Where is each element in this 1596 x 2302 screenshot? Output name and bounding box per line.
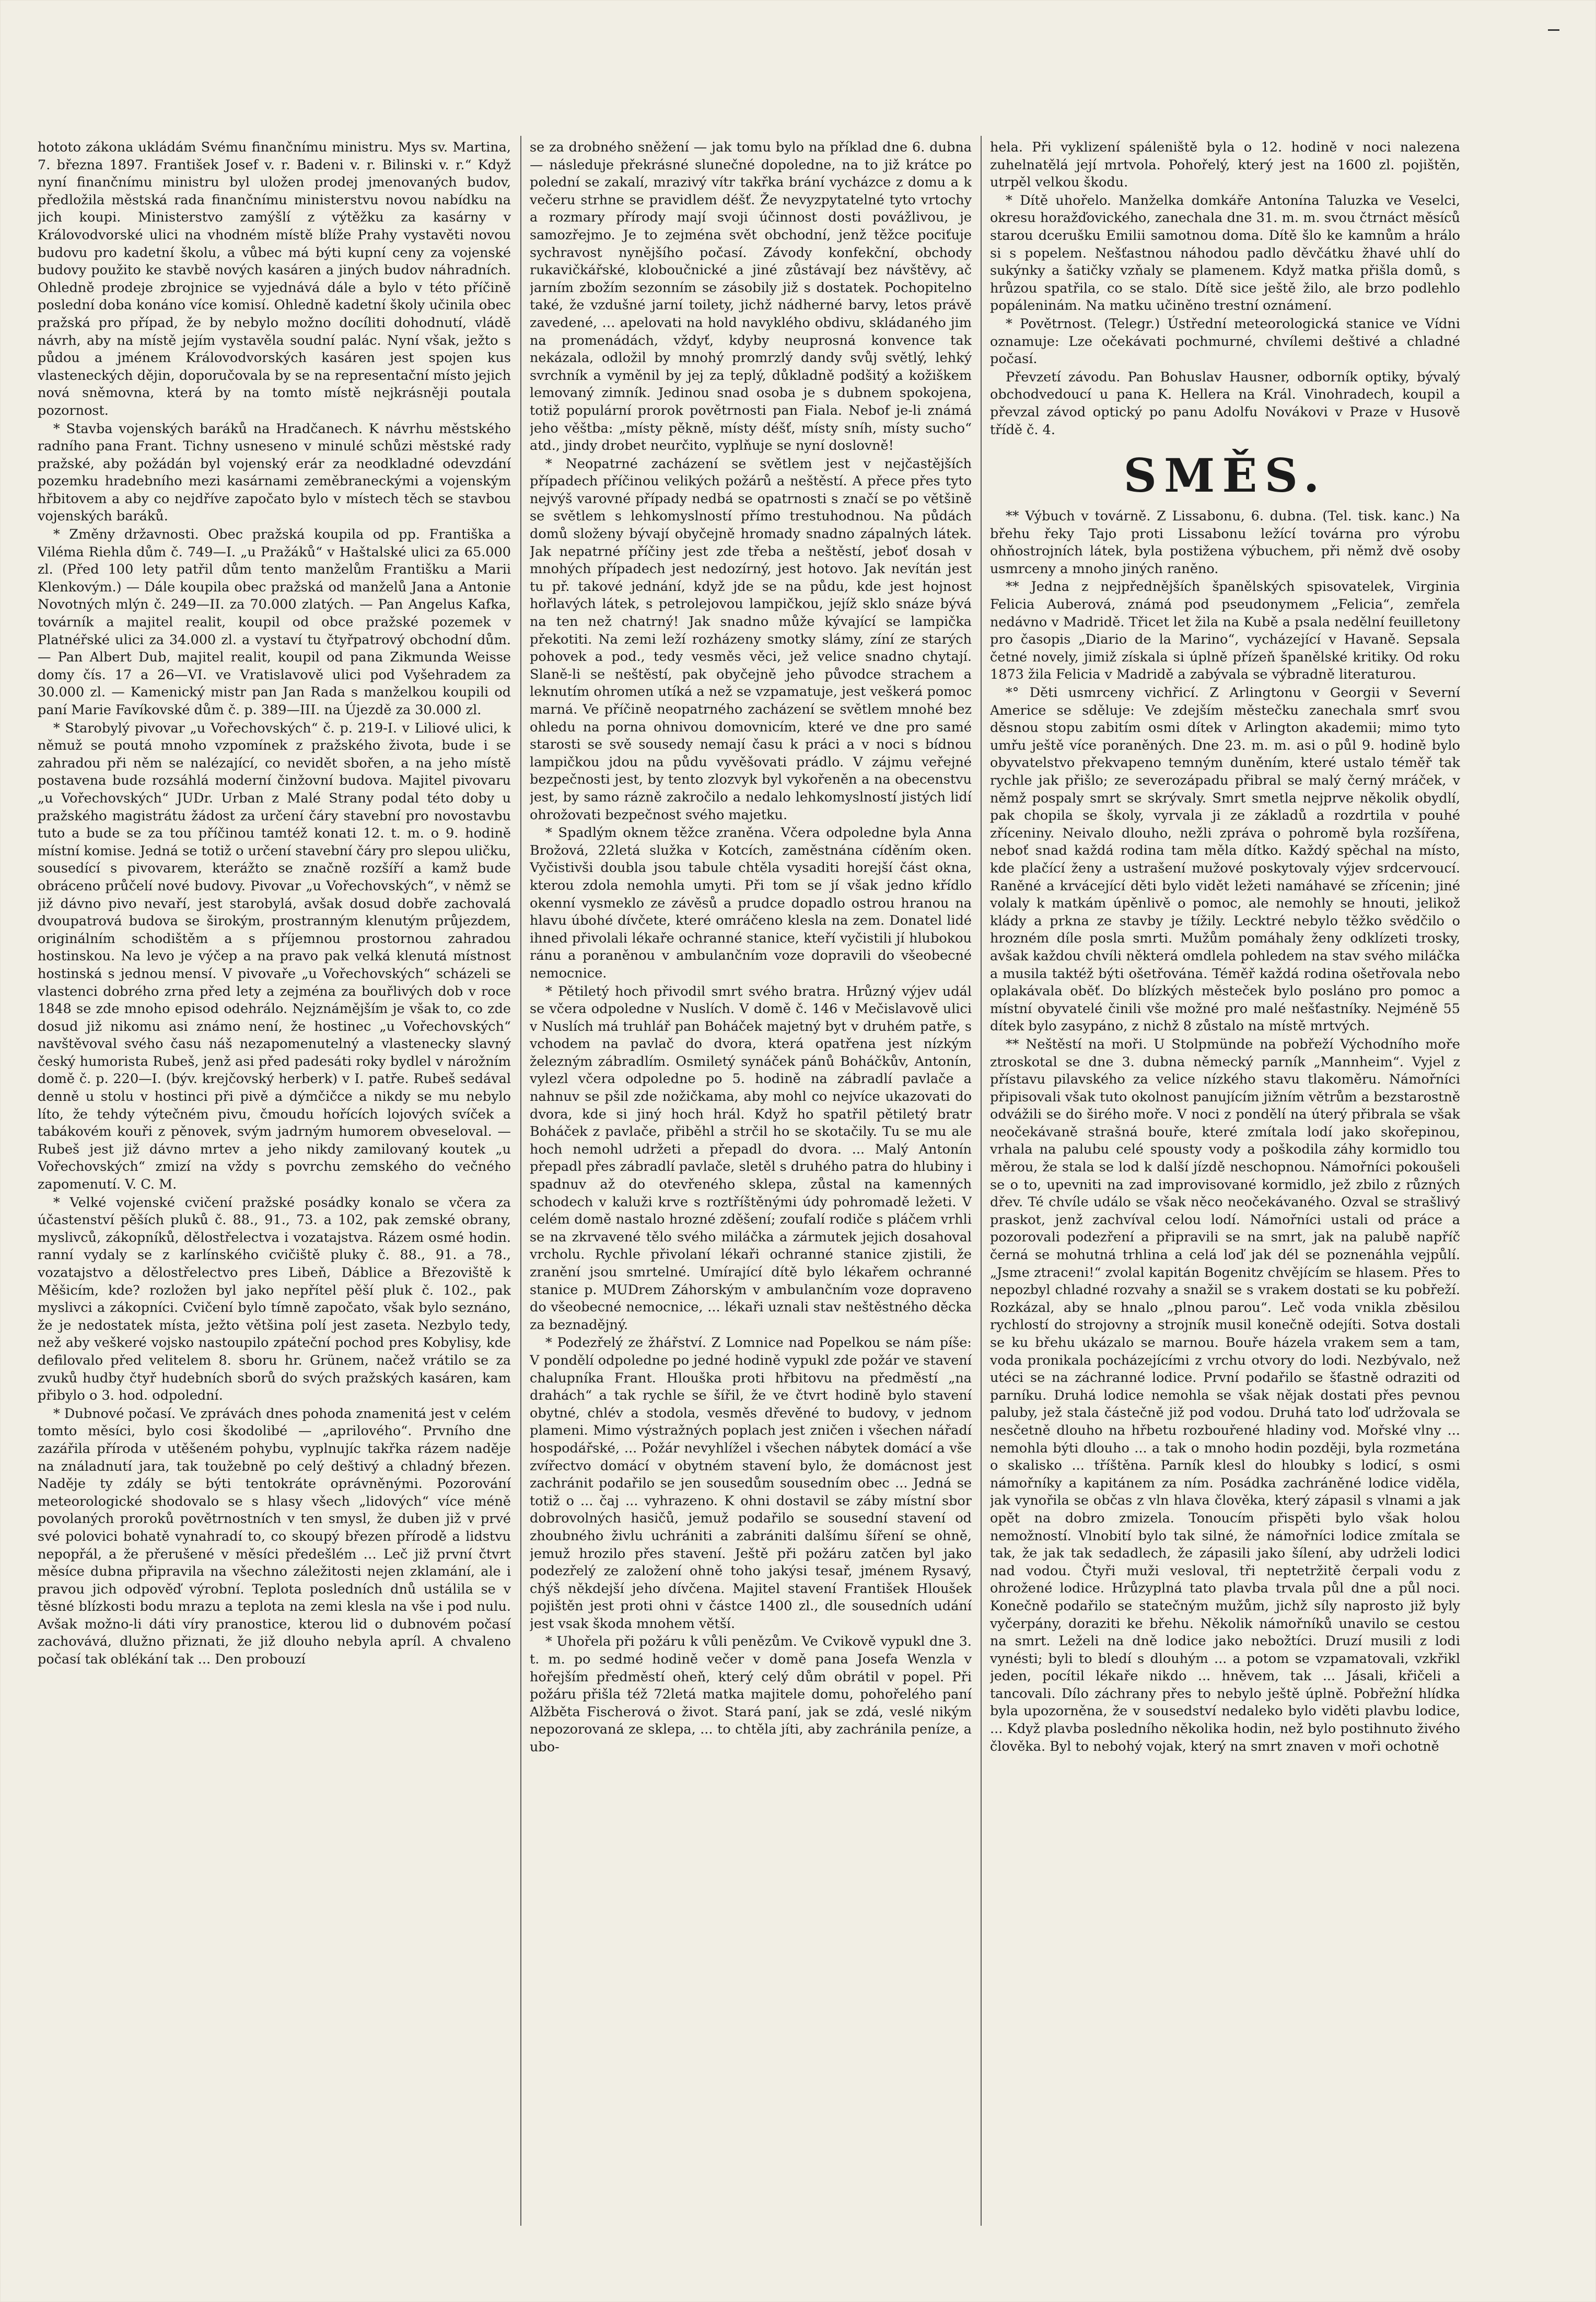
article-property-changes: * Změny državnosti. Obec pražská koupila od pp. Františka a Viléma Riehla dům č. 749—I. „u Pražáků“ v Haštalské ulici za 65.000 zl. (Před 100 lety patřil dům tento manželům Františku a Marii Klenkovým.) — Dále koupila obec pražská od manželů Jana a Antonie Novotných mlýn č. 249—II. za 70.000 zlatých. — Pan Angelus Kafka, továrník a majitel realit, koupil od obce pražské pozemek v Platnéřské ulici za 34.000 zl. a vystaví tu čtyřpatrový obchodní dům. — Pan Albert Dub, majitel realit, koupil od pana Zikmunda Weisse domy čís. 17 a 26—VI. ve Vratislavově ulici pod Vyšehradem za 30.000 zl. — Kamenický mistr pan Jan Rada s manželkou koupili od paní Marie Favíkovské dům č. p. 389—III. na Újezdě za 30.000 zl. [38, 527, 511, 718]
article-arson-suspect: * Podezřelý ze žhářství. Z Lomnice nad Popelkou se nám píše: V pondělí odpoledne po jedné hodině vypukl zde požár ve stavení chalupníka Frant. Hlouška proti hřbitovu na předměstí „na drahách“ a tak rychle se šířil, že ve čtvrt hodině bylo stavení obytné, chlév a stodola, vesměs dřevěné to budovy, v jednom plameni. Mimo výstražných poplach jest zničen i všechen nářadí hospodářské, ... Požár nevyhlížel i všechen nábytek domácí a vše zvířectvo domácí v obytném stavení bylo, že domácnost jest zachránit podařilo se jen sousedům sousedním obec ... Jedná se totiž o ... čaj ... vyhrazeno. K ohni dostavil se záby místní sbor dobrovolných hasičů, jemuž podařilo se sousední stavení od zhoubného živlu uchrániti a zabrániti dalšímu šíření se ohně, jemuž hrozilo přes stavení. Ještě při požáru zatčen byl jako podezřelý ze založení ohně toho jakýsi tesař, jménem Rysavý, chýš někdejší jeho dívčena. Majitel stavení František Hloušek pojištěn jest proti ohni v částce 1400 zl., dle sousedních udání jest vsak škoda mnohem větší. [530, 1335, 972, 1632]
article-burned-for-money: * Uhořela při požáru k vůli penězům. Ve Cvikově vypukl dne 3. t. m. po sedmé hodině večer v domě pana Josefa Wenzla v hořejším předměstí oheň, který celý dům obrátil v popel. Při požáru přišla též 72letá matka majitele domu, pohořelého paní Alžběta Fischerová o život. Stará paní, jak se zdá, veslé nikým nepozorovaná ze sklepa, ... to chtěla jíti, aby zachránila peníze, a ubo- [530, 1634, 972, 1755]
article-fallen-window: * Spadlým oknem těžce zraněna. Včera odpoledne byla Anna Brožová, 22letá služka v Kotcích, zaměstnána cíděním oken. Vyčistivši doubla jsou tabule chtěla vysaditi horejší část okna, kterou zdola nemohla umyti. Při tom se jí však jedno křídlo okenní vysmeklo ze závěsů a prudce dopadlo ostrou hranou na hlavu úbohé dívčete, které omráčeno klesla na zem. Donatel lidé ihned přivolali lékaře ochranné stanice, kteří vyčistili jí hlubokou ránu a poraněnou v ambulančním voze dopravili do všeobecné nemocnice. [530, 825, 972, 981]
article-april-weather: * Dubnové počasí. Ve zprávách dnes pohoda znamenitá jest v celém tomto měsíci, bylo cosi škodolibé — „aprilového“. Prvního dne zazářila příroda v utěšeném pohybu, vyplnujíc takřka rázem naděje na ználadnutí jara, tak toužebně po celý deštivý a chladný březen. Naděje ty zdály se býti tentokráte oprávněnými. Pozorování meteorologické shodovalo se s hlasy všech „lidových“ více méně povolaných proroků povětrnostních v ten smysl, že duben již v prvé své polovici bohatě vynahradí to, co skoupý březen přírodě a lidstvu nepopřál, a že přerušené v měsíci předešlém … Leč již první čtvrt měsíce dubna připravila na všechno záležitosti nejen zklamání, ale i pravou jich odpověď výrobní. Teplota posledních dnů ustálila se v těsné blízkosti bodu mrazu a teplota na zemi klesla na vše i pod nulu. Avšak možno-li dáti víry pranostice, kterou lid o dubnovém počasí zachovává, dlužno přiznati, že již dlouho nebyla apríl. A chvaleno počasí tak oblékání tak ... Den probouzí [38, 1405, 511, 1668]
column-rule-1 [520, 136, 521, 2226]
article-weather-continued: se za drobného sněžení — jak tomu bylo na příklad dne 6. dubna — následuje překrásné slunečné dopoledne, na to již krátce po polední se zakalí, mrazivý vítr takřka brání vycházce z domu a k večeru strhne se pravidlem déšť. Že nevyzpytatelné tyto vrtochy a rozmary přírody mají svoji účinnost dosti povážlivou, je samozřejmo. Je to zejména svět obchodní, jenž těžce pociťuje sychravost nynějšího počasí. Závody konfekční, obchody rukavičkářské, kloboučnické a jiné zůstávají bez návštěvy, ač jarním zbožím sezonním se zásobily již s dostatek. Pochopitelno také, že vzdušné jarní toilety, jichž nádherné barvy, letos právě zavedené, … apelovati na hold navyklého obdivu, skládaného jim na promenádách, vždyť, kdyby neuprosná konvence tak nekázala, odložil by mnohý promrzlý dandy svůj světlý, lehký svrchník a vyměnil by jej za teplý, důkladně podšitý a kožiškem lemovaný zimník. Jedinou snad osoba je s dubnem spokojena, totiž populární prorok povětrnosti pan Fiala. Nebof je-li známá jeho věštba: „místy pěkně, místy déšť, místy sníh, místy sucho“ atd., jindy drobet neurčito, vyplňuje se nyní doslovně! [530, 139, 972, 454]
article-sea-disaster: ** Neštěstí na moři. U Stolpmünde na pobřeží Východního moře ztroskotal se dne 3. dubna německý parník „Mannheim“. Vyjel z přístavu pilavského za velice nízkého stavu tlakoměru. Námořníci připisovali však tuto okolnost panujícím jižním větrům a bezstarostně odvážili se do širého moře. V noci z pondělí na úterý přibrala se však neočekávaně strašná bouře, které zmítala lodí jako skořepinou, vrhala na palubu celé spousty vody a poškodila záhy kormidlo tou měrou, že stala se lod k další jízdě neschopnou. Námořníci pokoušeli se o to, upevniti na zad improvisované kormidlo, jež zbilo z různých dřev. Té chvíle událo se však něco neočekávaného. Ozval se strašlivý praskot, jenž zachvíval celou lodí. Námořníci ustali od práce a pozorovali podezření a připravili se na smrt, jak na palubě napříč černá se mohutná trhlina a celá loď jak dél se poznenáhla vejpůlí. „Jsme ztraceni!“ zvolal kapitán Bogenitz chvějícím se hlasem. Přes to nepozbyl chladné rozvahy a snažil se s vrakem dostati se ku pobřeží. Rozkázal, aby se hnalo „plnou parou“. Leč voda vnikla zběsilou rychlostí do strojovny a strojník musil konečně odejíti. Sotva dostali se ku břehu ukázalo se marnou. Bouře házela vrakem sem a tam, voda pronikala pocházejícími z vrchu otvory do lodi. Nezbývalo, než utéci se na záchranné lodice. První podařilo se šťastně odraziti od parníku. Druhá lodice nemohla se však nějak dostati přes pevnou paluby, jež stala částečně již pod vodou. Druhá tato loď udržovala se nesčetně dlouho na hřbetu rozbouřené hladiny vod. Mořské vlny ... nemohla býti dlouho ... a tak o mnoho hodin později, byla rozmetána o skalisko ... tříštěna. Parník klesl do hloubky s lodicí, s osmi námořníky a kapitánem za ním. Posádka zachráněné lodice viděla, jak vynořila se občas z vln hlava člověka, který zápasil s vlnami a jak opět na dobro zmizela. Tonoucím přispěti bylo však holou nemožností. Vlnobití bylo tak silné, že námořníci lodice zmítala se tak, že jak tak sedadlech, že zápasili jako šílení, aby udrželi lodici nad vodou. Čtyři muži vesloval, tři neptetržitě čerpali vodu z ohrožené lodice. Hrůzyplná tato plavba trvala půl dne a půl noci. Konečně podařilo se statečným mužům, jichž síly naprosto již byly vyčerpány, doraziti ke břehu. Několik námořníků unavilo se cestou na smrt. Leželi na dně lodice jako nebožtíci. Druzí musili z lodi vynésti; byli to bledí s dlouhým ... a potom se vzpamatovali, vzkřikl jeden, pocítil lékaře nikdo ... hněvem, tak ... Jásali, křičeli a tancovali. Dílo záchrany přes to nebylo ještě úplně. Pobřežní hlídka byla upozorněna, že v sousedství nedaleko bylo viděti plavbu lodice, ... Když plavba posledního několika hodin, než bylo postihnuto živého člověka. Byl to nebohý vojak, který na smrt znaven v moři ochotně [990, 1036, 1460, 1754]
article-barracks-hradcany: * Stavba vojenských baráků na Hradčanech. K návrhu městského radního pana Frant. Tichny usneseno v minulé schůzi městské rady pražské, aby požádán byl vojenský erár za neodkladné odevzdání pozemku hradebního mezi kasárnami zeměbraneckými a vojenským hřbitovem a aby co nejdříve započato bylo v místech těch se stavbou vojenských baráků. [38, 421, 511, 525]
article-children-storm: *° Děti usmrceny vichřicí. Z Arlingtonu v Georgii v Severní Americe se sděluje: Ve zdejším městečku zanechala smrť svou děsnou stopu zabitím osmi dítek v Arlington akademii; mimo tyto umřu ještě více poraněných. Dne 23. m. m. asi o půl 9. hodině bylo obyvatelstvo překvapeno temným duněním, které ustalo téměř tak rychle jak přišlo; ze severozápadu přibral se malý černý mráček, v němž pospaly smrt se skrývaly. Smrt smetla nejprve několik obydlí, pak chopila se školy, vyrvala ji ze základů a rozdrtila v pouhé zříceniny. Neivalo dlouho, nežli zpráva o pohromě byla rozšířena, neboť snad každá rodina tam měla dítko. Každý spěchal na místo, kde plačící ženy a ustrašení mužové poskytovaly výjev srdcervoucí. Raněné a krvácející děti bylo vidět ležeti namáhavé se zřícenin; jiné volaly k matkám úpěnlivě o pomoc, ale nemohly se hnouti, jelikož klády a prkna ze stavby je tížily. Lecktré nebylo těžko svědčilo o hrozném díle posla smrti. Mužům pomáhaly ženy odklízeti trosky, avšak každou chvíli některá omdlela pohledem na stav svého miláčka a musila taktéž býti ošetřována. Téměř každá rodina ošetřovala nebo oplakávala oběť. Do blízkých městeček bylo posláno pro pomoc a místní obyvatelé činili vše možné pro malé nešťastníky. Nejméně 55 dítek bylo zasypáno, z nichž 8 zůstalo na místě mrtvých. [990, 685, 1460, 1034]
article-spanish-writer: ** Jedna z nejpřednějších španělských spisovatelek, Virginia Felicia Auberová, známá pod pseudonymem „Felicia“, zemřela nedávno v Madridě. Třicet let žila na Kubě a psala nedělní feuilletony pro časopis „Diario de la Marino“, vycházející v Havaně. Sepsala četné novely, jimiž získala si úplně přízeň španělské kritiky. Od roku 1873 žila Felicia v Madridě a zabývala se výbradně literaturou. [990, 579, 1460, 683]
article-weather-forecast: * Povětrnost. (Telegr.) Ústřední meteorologická stanice ve Vídni oznamuje: Lze očekávati pochmurné, chvílemi deštivé a chladné počasí. [990, 316, 1460, 367]
article-business-takeover: Převzetí závodu. Pan Bohuslav Hausner, odborník optiky, bývalý obchodvedoucí u pana K. Hellera na Král. Vinohradech, koupil a převzal závod optický po panu Adolfu Novákovi v Praze v Husově třídě č. 4. [990, 369, 1460, 438]
article-careless-light: * Neopatrné zacházení se světlem jest v nejčastějších případech příčinou velikých požárů a neštěstí. A přece přes tyto nejvýš varovné případy nedbá se opatrnosti s značí se po většině se světlem s lehkomyslností přímo trestuhodnou. Na půdách domů složeny bývají obyčejně hromady snadno zápalných látek. Jak nepatrné příčiny jest zde třeba a neštěstí, jeboť dosah v mnohých případech jest nedozírný, jest hotovo. Jak nevítán jest tu př. takové jednání, když jde se na půdu, kde jest hojnost hořlavých látek, s petrolejovou lampičkou, jejíž sklo snáze bývá na ten než chatrný! Jak snadno může kývající se lampička překotiti. Na zemi leží rozházeny smotky slámy, zíní ze starých pohovek a pod., tedy vesměs věci, jež velice snadno chytají. Slaně-li se neštěstí, pak obyčejně jeho původce strachem a leknutím ohromen utíká a než se vzpamatuje, jest veškerá pomoc marná. Ve příčině neopatrného zacházení se světlem mnohé bez ohledu na porna ohnivou domovnicím, které ve dne pro samé starosti se svě sousedy nemají času k práci a v noci s bídnou lampičkou jdou na půdu vyvěšovati prádlo. V zájmu veřejné bezpečnosti jest, by tento zlozvyk byl vykořeněn a na obecenstvu jest, by samo rázně zakročilo a nedalo lehkomyslností jistých lidí ohrožovati bezpečnost svého majetku. [530, 456, 972, 823]
article-military-exercise: * Velké vojenské cvičení pražské posádky konalo se včera za účastenství pěších pluků č. 88., 91., 73. a 102, pak zemské obrany, myslivců, zákopníků, dělostřelectva i vozatajstva. Rázem osmé hodin. ranní vydaly se z karlínského cvičiště pluky č. 88., 91. a 78., vozatajstvo a dělostřelectvo pres Libeň, Dáblice a Březoviště k Měšicím, kde? rozložen byl jako nepřítel pěší pluk č. 102., pak myslivci a zákopníci. Cvičení bylo tímně započato, však bylo seznáno, že je nedostatek místa, ježto většina polí jest zaseta. Nezbylo tedy, než aby veškeré vojsko nastoupilo zpáteční pochod pres Kobylisy, kde defilovalo před velitelem 8. sboru hr. Grünem, načež vrátilo se za zvuků hudby čtyř hudebních sborů do svých pražských kasáren, kam přibylo o 3. hod. odpolední. [38, 1194, 511, 1404]
column-3 [990, 139, 1460, 2224]
article-child-burned: * Dítě uhořelo. Manželka domkáře Antonína Taluzka ve Veselci, okresu horažďovického, zanechala dne 31. m. m. svou čtrnáct měsíců starou dcerušku Emilii samotnou doma. Dítě šlo ke kamnům a hrálo si s popelem. Nešťastnou náhodou padlo děvčátku žhavé uhlí do sukýnky a šatičky vzňaly se plamenem. Když matka přišla domů, s hrůzou spatřila, co se stalo. Dítě sice ještě žilo, ale brzo podlehlo popáleninám. Na matku učiněno trestní oznámení. [990, 192, 1460, 314]
article-finance-ministry: hototo zákona ukládám Svému finančnímu ministru. Mys sv. Martina, 7. března 1897. František Josef v. r. Badeni v. r. Bilinski v. r.“ Když nyní finančnímu ministru byl uložen prodej jmenovaných budov, předložila městská rada finančnímu ministerstvu novou nabídku na jich koupi. Ministerstvo zamýšlí z výtěžku za kasárny v Královodvorské ulici na vhodném místě blíže Prahy vystavěti novou budovu pro kadetní školu, a vůbec má býti kupní ceny za vojenské budovy použito ke stavbě nových kasáren a jiných budov náhradních. Ohledně prodeje zbrojnice se vyjednává dále a bylo v této příčině poslední doba konáno více komisí. Ohledně kadetní školy učinila obec pražská pro případ, že by nebylo možno docíliti dohodnutí, vládě návrh, aby na místě jejím vystavěla soudní palác. Nyní však, ježto s půdou a jménem Královodvorských kasáren jest spojen kus vlasteneckých dějin, doporučovala by se na representační místo jejich nová sněmovna, která by na tomto místě nejkrásněji poutala pozornost. [38, 139, 511, 418]
column-rule-2 [981, 136, 982, 2226]
article-old-brewery: * Starobylý pivovar „u Vořechovských“ č. p. 219-I. v Liliové ulici, k němuž se poutá mnoho vzpomínek z pražského života, bude i se zahradou při něm se nalézající, co nevidět sbořen, a na jeho místě postavena bude rozsáhlá moderní činžovní budova. Majitel pivovaru „u Vořechovských“ JUDr. Urban z Malé Strany podal této doby u pražského magistrátu žádost za určení čáry stavební pro novostavbu tuto a bude se za tou příčinou tamtéž konati 12. t. m. o 9. hodině místní komise. Jedná se totiž o určení stavební čáry pro slepou uličku, sousedící s pivovarem, kterážto se značně rozšíří a kamž bude obráceno průčelí nové budovy. Pivovar „u Vořechovských“, v němž se již dávno pivo nevaří, jest starobylá, avšak dosud dobře zachovalá dvoupatrová budova se širokým, prostranným klenutým průjezdem, originálním schodištěm a s příjemnou prostornou zahradou hostinskou. Na levo je výčep a na pravo pak velká klenutá místnost hostinská s jednou mensí. V pivovaře „u Vořechovských“ scházeli se vlastenci dobrého zrna před lety a zejména za bouřlivých dob v roce 1848 se zde mnoho episod odehrálo. Nejznámějším je však to, co zde dosud již nikomu asi známo není, že hostinec „u Vořechovských“ navštěvoval svého času náš nezapomenutelný a vlastenecky slavný český humorista Rubeš, jenž asi před padesáti roky bydlel v nárožním domě č. p. 220—I. (býv. krejčovský herberk) v I. patře. Rubeš sedával denně u stolu v hostinci při pivě a dýmčičce a nikdy se mu nebylo líto, že tehdy výtečném pivu, čmoudu hořících lojových svíček a tabákovém kouři z pěnovek, svým jadrným humorem obveseloval. — Rubeš jest již dávno mrtev a jeho nikdy zamilovaný koutek „u Vořechovských“ zmizí na vždy s povrchu zemského do večného zapomenutí. V. C. M. [38, 720, 511, 1193]
section-title-smes: SMĚS. [1123, 448, 1327, 503]
corner-mark [1548, 29, 1559, 31]
article-boy-brother: * Pětiletý hoch přivodil smrt svého bratra. Hrůzný výjev udál se včera odpoledne v Nuslích. V domě č. 146 v Mečislavově ulici v Nuslích má truhlář pan Boháček majetný byt v druhém patře, s vchodem na pavlač do dvora, která opatřena jest nízkým železným zábradlím. Osmiletý synáček pánů Boháčkův, Antonín, vylezl včera odpoledne po 5. hodině na zábradlí pavlače a nahnuv se pšil zde nožičkama, aby mohl co nejvíce ukazovati do dvora, kde si jiný hoch hrál. Když ho spatřil pětiletý bratr Boháček z pavlače, přiběhl a strčil ho se skotačily. Tu se mu ale hoch nemohl udržeti a přepadl do dvora. ... Malý Antonín přepadl přes zábradlí pavlače, sletěl s druhého patra do hlubiny i spadnuv až do otevřeného sklepa, zůstal na kamenných schodech v kaluži krve s roztříštěnými údy pohromadě ležeti. V celém domě nastalo hrozné zděšení; zoufalí rodiče s pláčem vrhli se na zkrvavené tělo svého miláčka a zármutek jejich dosahoval vrcholu. Rychle přivolaní lékaři ochranné stanice zjistili, že zranění jsou smrtelné. Umírající dítě bylo lékařem ochranné stanice p. MUDrem Záhorským v ambulančním voze dopraveno do všeobecné nemocnice, ... lékaři uznali stav neštěstného děcka za beznadějný. [530, 983, 972, 1333]
column-1 [38, 139, 511, 2224]
article-burned-continued: hela. Při vyklizení spáleniště byla o 12. hodině v noci nalezena zuhelnatělá její mrtvola. Pohořelý, který jest na 1600 zl. pojištěn, utrpěl velkou škodu. [990, 139, 1460, 191]
column-2 [530, 139, 972, 2224]
article-factory-explosion: ** Výbuch v továrně. Z Lissabonu, 6. dubna. (Tel. tisk. kanc.) Na břehu řeky Tajo proti Lissabonu ležící továrna pro výrobu ohňostrojních látek, byla postižena výbuchem, při němž dvě osoby usmrceny a mnoho jiných raněno. [990, 508, 1460, 577]
